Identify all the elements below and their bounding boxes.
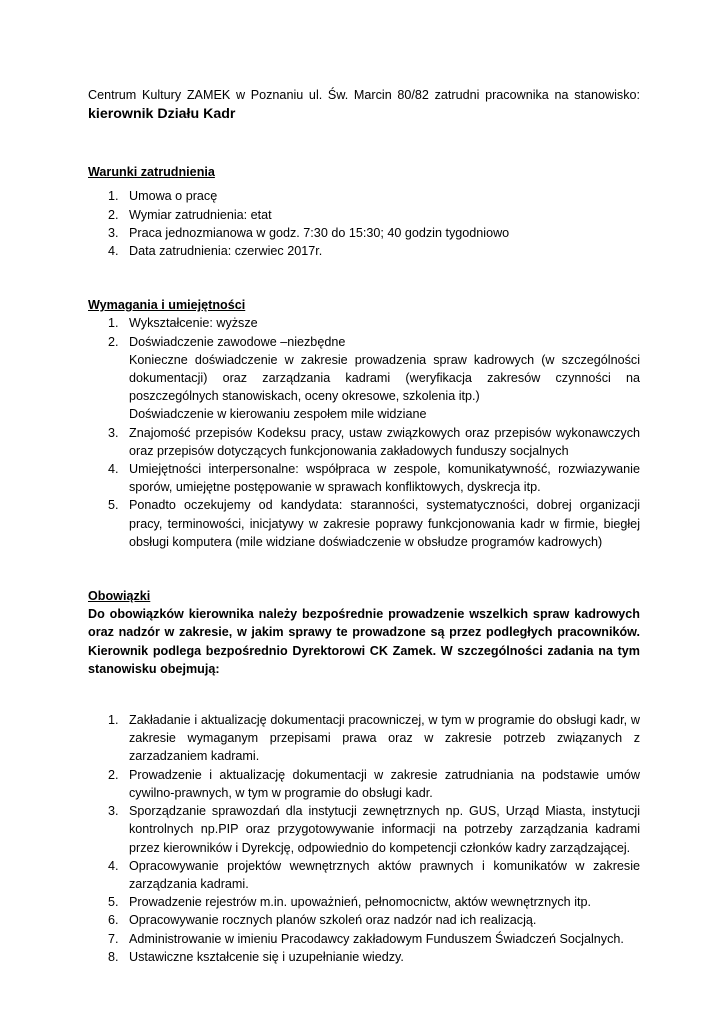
- list-number: 4.: [108, 858, 119, 873]
- list-item: [88, 711, 640, 766]
- list-number: 4.: [108, 244, 119, 259]
- list-item: [88, 802, 640, 857]
- list-number: 2.: [108, 334, 119, 349]
- duties-list: [88, 711, 640, 966]
- list-number: 5.: [108, 498, 119, 513]
- list-number: 1.: [108, 189, 119, 204]
- list-number: 3.: [108, 225, 119, 240]
- conditions-list: [88, 187, 640, 260]
- list-item: [88, 424, 640, 460]
- list-item-detail: Doświadczenie w kierowaniu zespołem mile widziane: [129, 407, 427, 422]
- list-item: [88, 766, 640, 802]
- list-number: 6.: [108, 913, 119, 928]
- list-item: [88, 224, 640, 242]
- list-item-text: Wykształcenie: wyższe: [129, 316, 258, 331]
- list-item-text: Administrowanie w imieniu Pracodawcy zakładowym Funduszem Świadczeń Socjalnych.: [129, 931, 624, 946]
- list-item: [88, 496, 640, 551]
- list-item: [88, 206, 640, 224]
- list-item: [88, 930, 640, 948]
- intro-text: Centrum Kultury ZAMEK w Poznaniu ul. Św. Marcin 80/82 zatrudni pracownika na stanowisko:: [88, 88, 640, 102]
- list-number: 3.: [108, 804, 119, 819]
- list-item-text: Ponadto oczekujemy od kandydata: staranności, systematyczności, dobrej organizacji pracy, terminowości, inicjatywy w zakresie poprawy funkcjonowania kadr w firmie, biegłej obsługi komputera (mile widziane doświadczenie w obsłudze programów kadrowych): [129, 498, 640, 549]
- requirements-list: [88, 314, 640, 551]
- list-item-text: Zakładanie i aktualizację dokumentacji pracowniczej, w tym w programie do obsługi kadr, w zakresie wymaganym przepisami prawa oraz w zakresie potrzeb związanych z zarzadzaniem kadrami.: [129, 713, 640, 764]
- list-item: [88, 187, 640, 205]
- list-item-text: Prowadzenie rejestrów m.in. upoważnień, pełnomocnictw, aktów wewnętrznych itp.: [129, 895, 591, 910]
- list-item-text: Opracowywanie rocznych planów szkoleń oraz nadzór nad ich realizacją.: [129, 913, 537, 928]
- list-number: 2.: [108, 207, 119, 222]
- list-item: [88, 460, 640, 496]
- list-number: 3.: [108, 425, 119, 440]
- list-item: [88, 314, 640, 332]
- list-number: 1.: [108, 713, 119, 728]
- list-item-text: Umowa o pracę: [129, 189, 218, 204]
- list-item-text: Umiejętności interpersonalne: współpraca w zespole, komunikatywność, rozwiazywanie sporów, umiejętne postępowanie w sprawach konfliktowych, dyskrecja itp.: [129, 462, 640, 495]
- duties-intro: Do obowiązków kierownika należy bezpośrednie prowadzenie wszelkich spraw kadrowych oraz nadzór w zakresie, w jakim sprawy te prowadzone są przez podległych pracowników. Kierownik podlega bezpośrednio Dyrektorowi CK Zamek. W szczególności zadania na tym stanowisku obejmują:: [88, 607, 640, 676]
- document-page: [88, 86, 640, 966]
- requirements-heading: Wymagania i umiejętności: [88, 298, 246, 313]
- list-item: [88, 948, 640, 966]
- duties-heading: Obowiązki: [88, 589, 151, 604]
- list-item-detail: Konieczne doświadczenie w zakresie prowadzenia spraw kadrowych (w szczególności dokumentacji) oraz zarządzania kadrami (weryfikacja zakresów czynności na poszczególnych stanowiskach, oceny okresowe, szkolenia itp.): [129, 352, 640, 404]
- list-item: [88, 911, 640, 929]
- list-item-text: Ustawiczne kształcenie się i uzupełnianie wiedzy.: [129, 949, 404, 964]
- list-item-text: Doświadczenie zawodowe –niezbędne: [129, 334, 346, 349]
- list-item-text: Sporządzanie sprawozdań dla instytucji zewnętrznych np. GUS, Urząd Miasta, instytucji kontrolnych np.PIP oraz przygotowywanie informacji na potrzeby zarządzania kadrami przez kierowników i Dyrekcję, odpowiednio do kompetencji członków kadry zarządzającej.: [129, 804, 640, 855]
- list-item-text: Znajomość przepisów Kodeksu pracy, ustaw związkowych oraz przepisów wykonawczych oraz przepisów dotyczących funkcjonowania zakładowych funduszy socjalnych: [129, 425, 640, 458]
- list-item-text: Praca jednozmianowa w godz. 7:30 do 15:30; 40 godzin tygodniowo: [129, 225, 510, 240]
- list-item: [88, 242, 640, 260]
- list-number: 8.: [108, 949, 119, 964]
- list-item-text: Opracowywanie projektów wewnętrznych aktów prawnych i komunikatów w zakresie zarządzania kadrami.: [129, 858, 640, 891]
- list-item-text: Prowadzenie i aktualizację dokumentacji w zakresie zatrudniania na podstawie umów cywilno-prawnych, w tym w programie do obsługi kadr.: [129, 767, 640, 800]
- list-number: 1.: [108, 316, 119, 331]
- list-item-text: Data zatrudnienia: czerwiec 2017r.: [129, 244, 323, 259]
- list-item: [88, 333, 640, 424]
- list-number: 2.: [108, 767, 119, 782]
- list-item-text: Wymiar zatrudnienia: etat: [129, 207, 272, 222]
- conditions-heading: Warunki zatrudnienia: [88, 165, 215, 180]
- position-title: kierownik Działu Kadr: [88, 106, 236, 123]
- list-number: 7.: [108, 931, 119, 946]
- list-item: [88, 893, 640, 911]
- list-item: [88, 857, 640, 893]
- list-number: 4.: [108, 462, 119, 477]
- list-number: 5.: [108, 895, 119, 910]
